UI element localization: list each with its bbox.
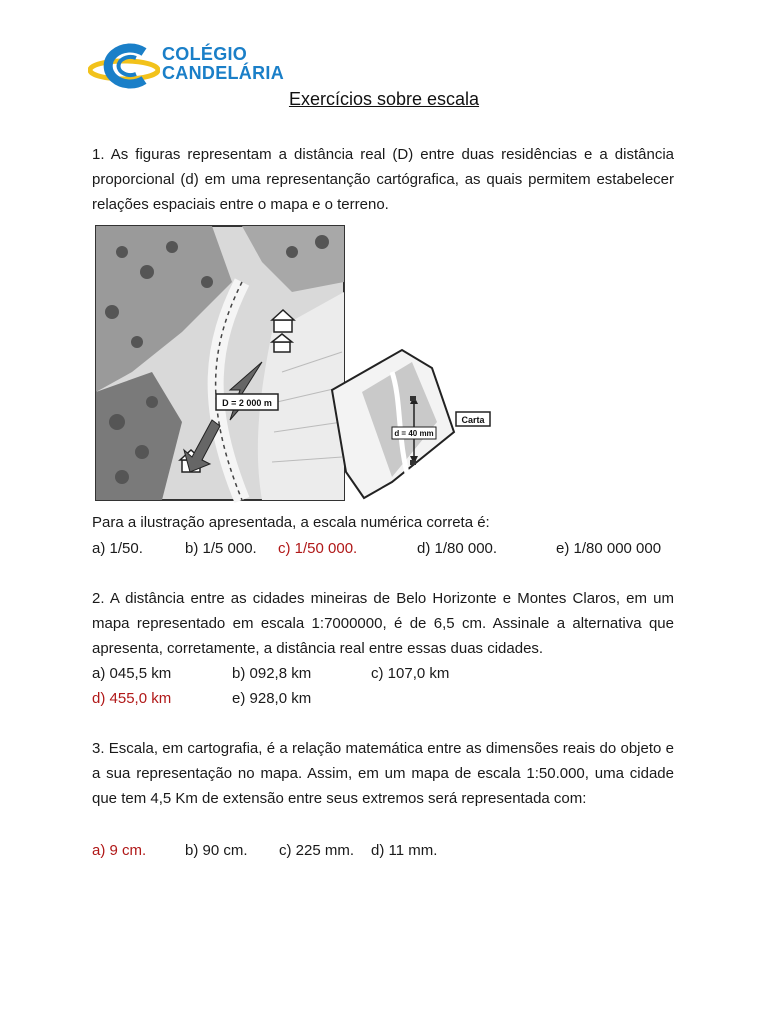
logo-text: [162, 45, 284, 83]
school-logo: [88, 42, 288, 90]
q2-option-d[interactable]: d) 455,0 km: [92, 690, 172, 707]
q2-option-c[interactable]: c) 107,0 km: [371, 665, 450, 682]
question-1-text: [92, 142, 674, 217]
q3-option-a[interactable]: a) 9 cm.: [92, 842, 147, 859]
question-1-body: As figuras representam a distância real (D) entre duas residências e a distância proporcional (d) em uma representanção cartógrafica, as quais permitem estabelecer relações espaciais entre o mapa e o terreno.: [92, 146, 674, 213]
real-distance-label: D = 2 000 m: [222, 398, 272, 408]
scale-illustration: [92, 222, 500, 504]
q1-option-c[interactable]: c) 1/50 000.: [278, 540, 358, 557]
logo-line1: COLÉGIO: [162, 44, 248, 64]
question-1-number: 1.: [92, 146, 105, 163]
map-distance-label: d = 40 mm: [394, 429, 434, 438]
q1-option-e[interactable]: e) 1/80 000 000: [556, 540, 662, 557]
q3-option-b[interactable]: b) 90 cm.: [185, 842, 248, 859]
question-2-text: 2. A distância entre as cidades mineiras de Belo Horizonte e Montes Claros, em um mapa representado em escala 1:7000000, é de 6,5 cm. Assinale a alternativa que apresenta, corretamente, a distância real entre essas duas cidades.: [92, 590, 674, 657]
q3-option-d[interactable]: d) 11 mm.: [371, 842, 438, 859]
q1-option-a[interactable]: a) 1/50.: [92, 540, 143, 557]
logo-line2: CANDELÁRIA: [162, 63, 284, 83]
q3-option-c[interactable]: c) 225 mm.: [279, 842, 355, 859]
terrain-map-figure: [92, 222, 500, 504]
q1-option-b[interactable]: b) 1/5 000.: [185, 540, 257, 557]
q2-option-b[interactable]: b) 092,8 km: [232, 665, 312, 682]
q1-option-d[interactable]: d) 1/80 000.: [417, 540, 498, 557]
q2-option-a[interactable]: a) 045,5 km: [92, 665, 172, 682]
page-title: Exercícios sobre escala: [288, 89, 480, 109]
question-1-prompt: Para a ilustração apresentada, a escala numérica correta é:: [92, 514, 490, 531]
q2-option-e[interactable]: e) 928,0 km: [232, 690, 312, 707]
carta-label: Carta: [461, 415, 485, 425]
question-3-text: 3. Escala, em cartografia, é a relação matemática entre as dimensões reais do objeto e a sua representação no mapa. Assim, em um mapa de escala 1:50.000, uma cidade que tem 4,5 Km de extensão entre seus extremos será representada com:: [92, 740, 674, 807]
logo-swoosh-icon: [88, 42, 160, 90]
